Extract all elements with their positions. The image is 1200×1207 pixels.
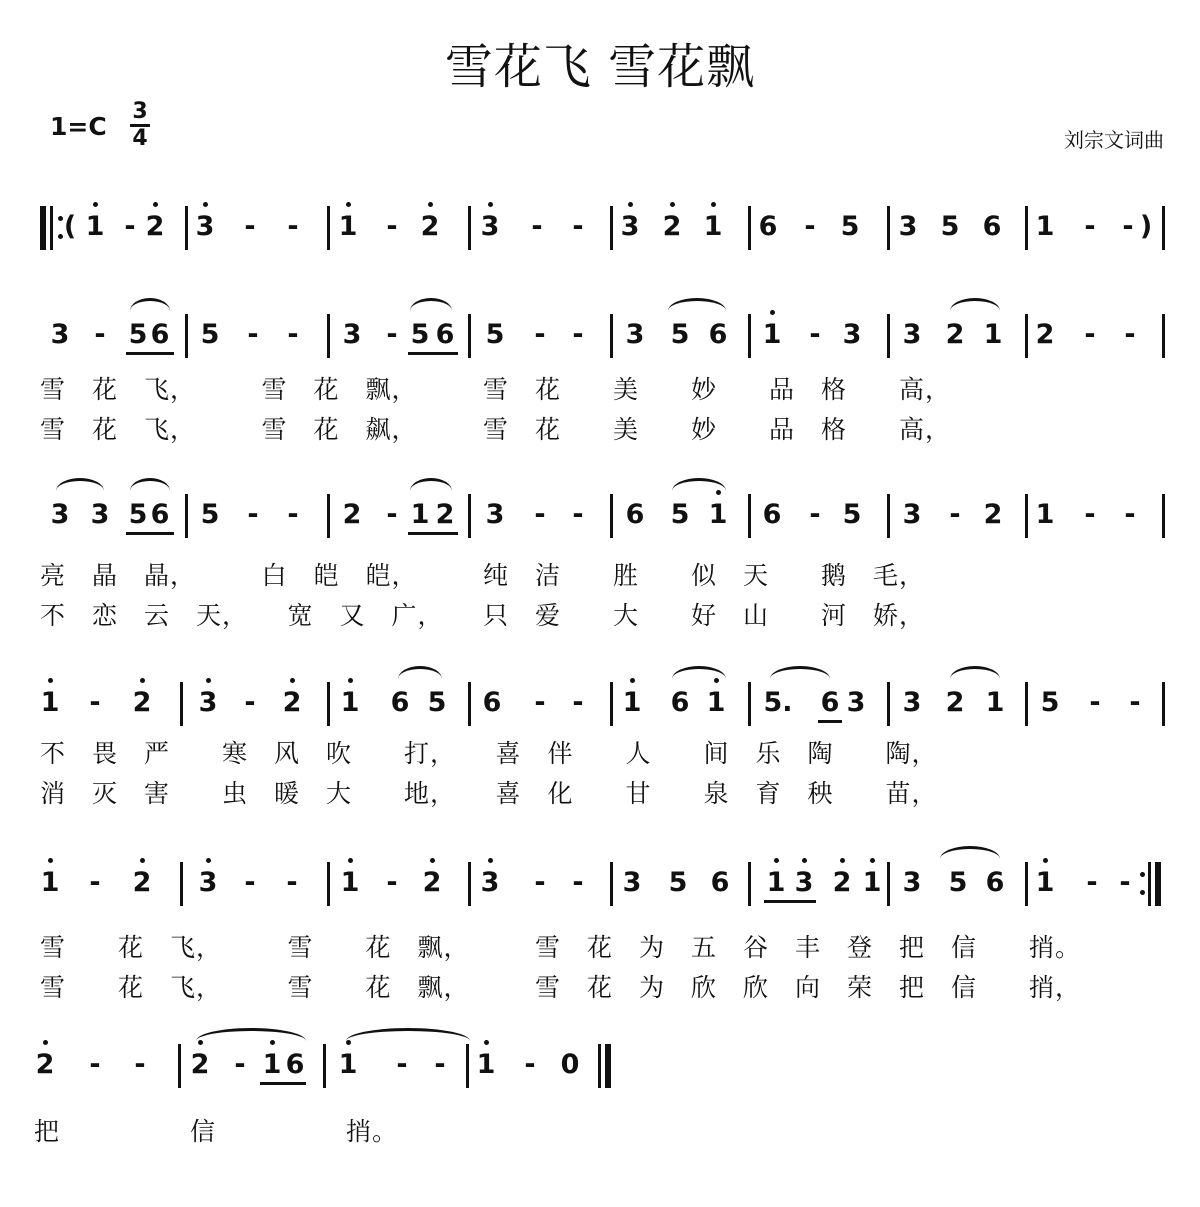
note: 1 — [1035, 867, 1055, 898]
octave-dot — [628, 202, 633, 207]
octave-dot — [43, 1040, 48, 1045]
barline — [185, 314, 188, 358]
note: - — [809, 319, 821, 350]
note: 0 — [560, 1049, 580, 1080]
octave-dot — [206, 858, 211, 863]
note: 2 — [945, 687, 965, 718]
note: 1 — [983, 319, 1003, 350]
note: 3 — [794, 867, 814, 898]
note: - — [572, 499, 584, 530]
note: - — [94, 319, 106, 350]
note: - — [524, 1049, 536, 1080]
note: 5 — [670, 319, 690, 350]
note: - — [949, 499, 961, 530]
note: - — [247, 499, 259, 530]
note: 3 — [622, 867, 642, 898]
note: 2 — [422, 867, 442, 898]
octave-dot — [774, 858, 779, 863]
octave-dot — [484, 1040, 489, 1045]
barline — [610, 862, 613, 906]
barline — [748, 862, 751, 906]
note: ( — [63, 211, 77, 242]
barline — [1162, 206, 1165, 250]
octave-dot — [348, 858, 353, 863]
note: 5 — [842, 499, 862, 530]
octave-dot — [348, 678, 353, 683]
note: 3 — [902, 319, 922, 350]
note: - — [1129, 687, 1141, 718]
lyric-line: 不 恋 云 天， 宽 又 广， 只 爱 大 好 山 河 娇， — [40, 601, 926, 630]
barline — [327, 314, 330, 358]
note: 3 — [902, 867, 922, 898]
song-title: 雪花飞 雪花飘 — [444, 39, 756, 95]
tie-slur — [410, 298, 452, 311]
note: 3 — [625, 319, 645, 350]
barline — [887, 314, 890, 358]
repeat-dot — [1140, 872, 1145, 877]
barline — [610, 494, 613, 538]
lyric-line: 不 畏 严 寒 风 吹 打， 喜 伴 人 间 乐 陶 陶， — [40, 739, 938, 768]
note: 2 — [282, 687, 302, 718]
octave-dot — [802, 858, 807, 863]
note: - — [1084, 211, 1096, 242]
note: - — [1124, 319, 1136, 350]
note: 6 — [482, 687, 502, 718]
repeat-dot — [58, 216, 63, 221]
note: 5 — [1040, 687, 1060, 718]
note: - — [287, 211, 299, 242]
note: - — [286, 867, 298, 898]
note: 5 — [128, 499, 148, 530]
note: 2 — [945, 319, 965, 350]
note: - — [396, 1049, 408, 1080]
tie-slur — [668, 298, 726, 311]
note: 5 — [427, 687, 447, 718]
barline — [1025, 314, 1028, 358]
barline — [180, 682, 183, 726]
note: - — [386, 499, 398, 530]
barline — [887, 206, 890, 250]
note: 3 — [480, 867, 500, 898]
note: 2 — [983, 499, 1003, 530]
note: 5 — [668, 867, 688, 898]
beam-underline — [126, 352, 174, 355]
octave-dot — [48, 858, 53, 863]
barline — [178, 1044, 181, 1088]
note: 2 — [420, 211, 440, 242]
note: - — [572, 687, 584, 718]
note: - — [572, 211, 584, 242]
octave-dot — [140, 858, 145, 863]
note: 3 — [846, 687, 866, 718]
barline — [466, 1044, 469, 1088]
note: 3 — [50, 499, 70, 530]
note: 6 — [710, 867, 730, 898]
lyric-line: 亮 晶 晶， 白 皑 皑， 纯 洁 胜 似 天 鹅 毛， — [40, 561, 926, 590]
repeat-dot — [1140, 890, 1145, 895]
note: - — [572, 319, 584, 350]
octave-dot — [290, 678, 295, 683]
note: 5 — [940, 211, 960, 242]
note: 3 — [485, 499, 505, 530]
note: 1 — [1035, 499, 1055, 530]
beam-underline — [260, 1082, 306, 1085]
octave-dot — [670, 202, 675, 207]
octave-dot — [203, 202, 208, 207]
note: 6 — [435, 319, 455, 350]
note: 1 — [40, 687, 60, 718]
note: - — [244, 687, 256, 718]
note: 6 — [625, 499, 645, 530]
note: - — [287, 319, 299, 350]
end-repeat-barline — [1155, 862, 1161, 906]
note: 1 — [708, 499, 728, 530]
note: - — [89, 867, 101, 898]
end-repeat-thin-barline — [1148, 862, 1151, 906]
note: - — [534, 499, 546, 530]
note: 2 — [132, 867, 152, 898]
note: - — [1122, 211, 1134, 242]
octave-dot — [488, 858, 493, 863]
note: - — [534, 319, 546, 350]
tie-slur — [940, 846, 1000, 859]
note: 1 — [262, 1049, 282, 1080]
note: - — [244, 867, 256, 898]
note: - — [386, 867, 398, 898]
note: 1 — [410, 499, 430, 530]
barline — [468, 682, 471, 726]
tie-slur — [398, 666, 442, 679]
time-signature-bottom: 4 — [132, 126, 148, 151]
note: 2 — [132, 687, 152, 718]
beam-underline — [126, 532, 174, 535]
note: 1 — [40, 867, 60, 898]
composer-credit: 刘宗文词曲 — [1064, 128, 1164, 152]
start-repeat-thin-barline — [50, 206, 53, 250]
note: 1 — [476, 1049, 496, 1080]
note: 3 — [620, 211, 640, 242]
final-thick-barline — [605, 1044, 611, 1088]
note: 2 — [190, 1049, 210, 1080]
note: 1 — [703, 211, 723, 242]
barline — [610, 682, 613, 726]
note: 6 — [285, 1049, 305, 1080]
note: - — [247, 319, 259, 350]
note: 6 — [670, 687, 690, 718]
note: - — [1119, 867, 1131, 898]
note: 6 — [982, 211, 1002, 242]
note: - — [134, 1049, 146, 1080]
octave-dot — [711, 202, 716, 207]
note: 3 — [50, 319, 70, 350]
note: 3 — [342, 319, 362, 350]
octave-dot — [840, 858, 845, 863]
barline — [748, 682, 751, 726]
tie-slur — [950, 666, 1000, 679]
barline — [610, 314, 613, 358]
note: 6 — [758, 211, 778, 242]
note: 2 — [145, 211, 165, 242]
note: 5 — [485, 319, 505, 350]
octave-dot — [488, 202, 493, 207]
lyric-line: 雪 花 飞， 雪 花 飘， 雪 花 为 五 谷 丰 登 把 信 捎。 — [40, 933, 1082, 962]
note: 3 — [902, 687, 922, 718]
tie-slur — [672, 666, 726, 679]
note: ) — [1139, 211, 1153, 242]
tie-slur — [346, 1028, 470, 1041]
note: 1 — [622, 687, 642, 718]
octave-dot — [428, 202, 433, 207]
note: - — [434, 1049, 446, 1080]
note: 1 — [985, 687, 1005, 718]
barline — [468, 862, 471, 906]
note: 1 — [338, 211, 358, 242]
note: 3 — [480, 211, 500, 242]
repeat-dot — [58, 234, 63, 239]
barline — [1025, 206, 1028, 250]
octave-dot — [1043, 858, 1048, 863]
lyric-line: 把 信 捎。 — [34, 1117, 399, 1146]
barline — [748, 206, 751, 250]
note: - — [1086, 867, 1098, 898]
note: 5 — [948, 867, 968, 898]
barline — [1162, 314, 1165, 358]
barline — [180, 862, 183, 906]
barline — [887, 862, 890, 906]
note: - — [234, 1049, 246, 1080]
note: 6 — [150, 319, 170, 350]
note: 6 — [390, 687, 410, 718]
note: 2 — [832, 867, 852, 898]
octave-dot — [140, 678, 145, 683]
barline — [887, 682, 890, 726]
note: 5 — [200, 499, 220, 530]
start-repeat-barline — [40, 206, 46, 250]
tie-slur — [130, 478, 170, 491]
note: 5 — [840, 211, 860, 242]
final-thin-barline — [598, 1044, 601, 1088]
note: 3 — [195, 211, 215, 242]
note: 2 — [1035, 319, 1055, 350]
lyric-line: 雪 花 飞， 雪 花 飙， 雪 花 美 妙 品 格 高， — [40, 415, 952, 444]
lyric-line: 消 灭 害 虫 暖 大 地， 喜 化 甘 泉 育 秧 苗， — [40, 779, 938, 808]
note: 2 — [662, 211, 682, 242]
note: - — [1124, 499, 1136, 530]
note: 1 — [340, 867, 360, 898]
barline — [887, 494, 890, 538]
beam-underline — [818, 720, 842, 723]
note: 5 — [200, 319, 220, 350]
note: - — [809, 499, 821, 530]
note: 1 — [85, 211, 105, 242]
note: - — [89, 687, 101, 718]
tie-slur — [56, 478, 104, 491]
barline — [1025, 682, 1028, 726]
barline — [468, 494, 471, 538]
time-signature — [128, 100, 152, 151]
time-signature-top: 3 — [132, 99, 148, 124]
note: 2 — [35, 1049, 55, 1080]
note: 5 — [410, 319, 430, 350]
note: - — [287, 499, 299, 530]
note: - — [1084, 319, 1096, 350]
note: - — [386, 211, 398, 242]
note: 5 — [670, 499, 690, 530]
barline — [327, 206, 330, 250]
lyric-line: 雪 花 飞， 雪 花 飘， 雪 花 为 欣 欣 向 荣 把 信 捎， — [40, 973, 1082, 1002]
barline — [748, 314, 751, 358]
tie-slur — [672, 478, 726, 491]
note: 3 — [198, 687, 218, 718]
note: - — [1084, 499, 1096, 530]
barline — [610, 206, 613, 250]
octave-dot — [48, 678, 53, 683]
note: 6 — [708, 319, 728, 350]
barline — [468, 206, 471, 250]
note: 1 — [706, 687, 726, 718]
note: 3 — [842, 319, 862, 350]
barline — [468, 314, 471, 358]
barline — [327, 862, 330, 906]
note: 3 — [90, 499, 110, 530]
note: - — [89, 1049, 101, 1080]
barline — [1162, 494, 1165, 538]
octave-dot — [630, 678, 635, 683]
note: - — [534, 687, 546, 718]
note: 1 — [340, 687, 360, 718]
barline — [327, 494, 330, 538]
note: 1 — [762, 319, 782, 350]
key-signature: 1=C — [50, 112, 107, 141]
tie-slur — [130, 298, 170, 311]
note: 1 — [862, 867, 882, 898]
note: 6 — [985, 867, 1005, 898]
note: 2 — [342, 499, 362, 530]
tie-slur — [950, 298, 1000, 311]
octave-dot — [206, 678, 211, 683]
note: 3 — [198, 867, 218, 898]
barline — [185, 494, 188, 538]
barline — [748, 494, 751, 538]
note: 6 — [150, 499, 170, 530]
octave-dot — [93, 202, 98, 207]
note: - — [572, 867, 584, 898]
octave-dot — [430, 858, 435, 863]
tie-slur — [770, 666, 830, 679]
note: 2 — [435, 499, 455, 530]
barline — [323, 1044, 326, 1088]
beam-underline — [408, 352, 458, 355]
note: - — [1089, 687, 1101, 718]
tie-slur — [196, 1028, 306, 1041]
note: 5 — [128, 319, 148, 350]
barline — [327, 682, 330, 726]
barline — [1162, 682, 1165, 726]
barline — [185, 206, 188, 250]
note: 6 — [820, 687, 840, 718]
octave-dot — [153, 202, 158, 207]
note: - — [804, 211, 816, 242]
barline — [1025, 494, 1028, 538]
note: - — [124, 211, 136, 242]
octave-dot — [346, 202, 351, 207]
note: 3 — [898, 211, 918, 242]
tie-slur — [410, 478, 452, 491]
note: - — [534, 867, 546, 898]
note: - — [244, 211, 256, 242]
beam-underline — [408, 532, 458, 535]
note: 1 — [766, 867, 786, 898]
note: 6 — [762, 499, 782, 530]
octave-dot — [770, 310, 775, 315]
beam-underline — [764, 900, 816, 903]
note: 1 — [1035, 211, 1055, 242]
note: - — [531, 211, 543, 242]
lyric-line: 雪 花 飞， 雪 花 飘， 雪 花 美 妙 品 格 高， — [40, 375, 952, 404]
octave-dot — [870, 858, 875, 863]
note: 3 — [902, 499, 922, 530]
note: 5. — [763, 687, 793, 718]
barline — [1025, 862, 1028, 906]
note: 1 — [338, 1049, 358, 1080]
note: - — [386, 319, 398, 350]
